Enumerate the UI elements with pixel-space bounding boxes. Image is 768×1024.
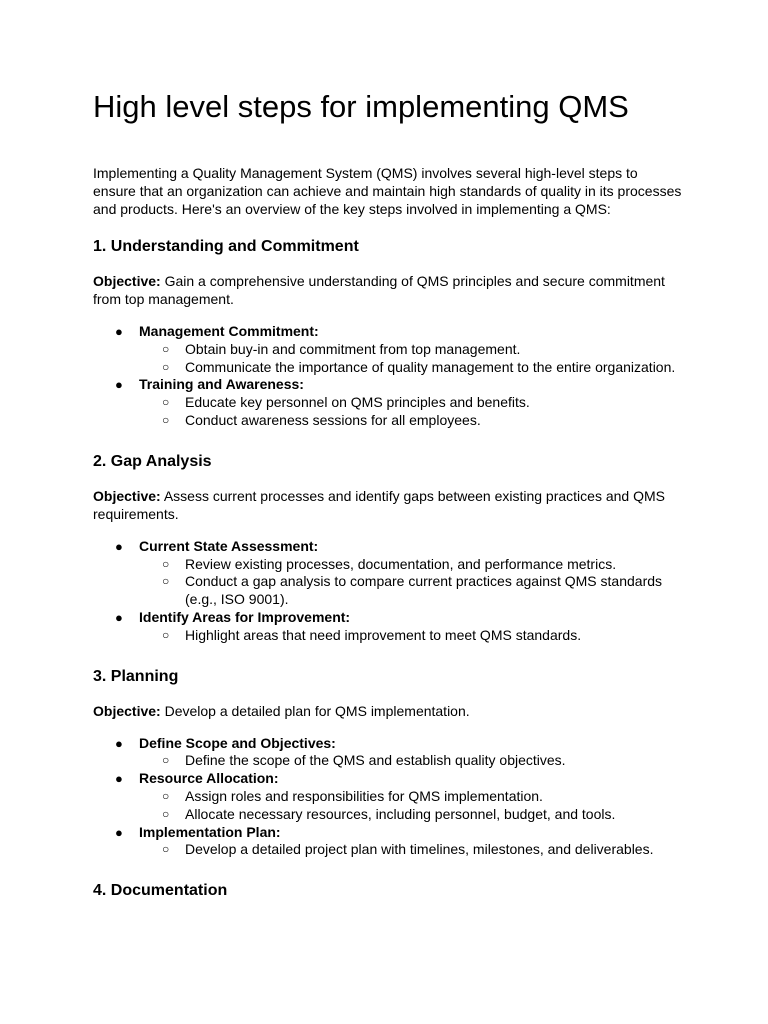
sub-list-item	[139, 806, 683, 824]
bullet-icon: ●	[115, 538, 123, 554]
list-item-label: Current State Assessment:	[139, 537, 319, 554]
sub-list-item	[139, 841, 683, 859]
section	[93, 881, 683, 901]
sub-list-item	[139, 341, 683, 359]
sub-list-item-text: Develop a detailed project plan with timelines, milestones, and deliverables.	[185, 841, 654, 858]
sub-bullet-list	[139, 752, 683, 770]
objective-text: Gain a comprehensive understanding of QMS principles and secure commitment from top management.	[93, 273, 665, 307]
document-content	[93, 88, 683, 901]
intro-paragraph: Implementing a Quality Management System (QMS) involves several high-level steps to ensure that an organization can achieve and maintain high standards of quality in its processes and products. Here's an overview of the key steps involved in implementing a QMS:	[93, 165, 682, 217]
bullet-icon: ●	[115, 609, 123, 625]
sub-list-item-text: Define the scope of the QMS and establish quality objectives.	[185, 752, 566, 769]
circle-bullet-icon: ○	[162, 359, 170, 374]
circle-bullet-icon: ○	[162, 574, 170, 589]
section-objective	[93, 487, 683, 523]
bullet-icon: ●	[115, 735, 123, 751]
circle-bullet-icon: ○	[162, 395, 170, 410]
bullet-icon: ●	[115, 824, 123, 840]
section	[93, 237, 683, 430]
list-item	[93, 376, 683, 429]
sub-list-item	[139, 394, 683, 412]
circle-bullet-icon: ○	[162, 806, 170, 821]
sub-bullet-list	[139, 788, 683, 824]
list-item	[93, 735, 683, 771]
sub-list-item	[139, 412, 683, 430]
list-item	[93, 770, 683, 823]
list-item-label: Identify Areas for Improvement:	[139, 608, 351, 625]
bullet-icon: ●	[115, 324, 123, 339]
sub-list-item-text: Allocate necessary resources, including personnel, budget, and tools.	[185, 805, 616, 822]
list-item-label: Training and Awareness:	[139, 376, 304, 393]
sub-list-item-text: Conduct a gap analysis to compare current practices against QMS standards (e.g., ISO 9001).	[185, 573, 663, 608]
circle-bullet-icon: ○	[162, 788, 170, 803]
sub-bullet-list	[139, 394, 683, 430]
sub-list-item-text: Communicate the importance of quality management to the entire organization.	[185, 358, 676, 375]
sub-list-item-text: Educate key personnel on QMS principles and benefits.	[185, 394, 530, 411]
bullet-list	[93, 538, 683, 645]
list-item-label: Resource Allocation:	[139, 770, 279, 787]
objective-label: Objective:	[93, 487, 161, 504]
sub-list-item	[139, 359, 683, 377]
objective-label: Objective:	[93, 273, 161, 289]
list-item	[93, 538, 683, 609]
sub-list-item-text: Conduct awareness sessions for all employees.	[185, 411, 481, 428]
sub-bullet-list	[139, 341, 683, 377]
circle-bullet-icon: ○	[162, 753, 170, 768]
sub-list-item-text: Review existing processes, documentation, and performance metrics.	[185, 555, 617, 572]
list-item	[93, 609, 683, 645]
list-item	[93, 824, 683, 860]
section-objective	[93, 702, 683, 720]
sub-list-item-text: Assign roles and responsibilities for QMS implementation.	[185, 787, 543, 804]
sub-bullet-list	[139, 556, 683, 609]
objective-label: Objective:	[93, 702, 161, 719]
bullet-icon: ●	[115, 771, 123, 787]
sub-list-item-text: Obtain buy-in and commitment from top management.	[185, 340, 521, 357]
page-title: High level steps for implementing QMS	[93, 89, 629, 124]
circle-bullet-icon: ○	[162, 842, 170, 857]
list-item	[93, 323, 683, 376]
sub-bullet-list	[139, 841, 683, 859]
section	[93, 667, 683, 860]
sub-list-item	[139, 573, 683, 609]
list-item-label: Management Commitment:	[139, 323, 319, 339]
bullet-icon: ●	[115, 377, 123, 393]
sub-list-item	[139, 556, 683, 574]
circle-bullet-icon: ○	[162, 556, 170, 571]
list-item-label: Define Scope and Objectives:	[139, 734, 336, 751]
sub-bullet-list	[139, 627, 683, 645]
sub-list-item	[139, 788, 683, 806]
section-heading: 4. Documentation	[93, 882, 228, 900]
circle-bullet-icon: ○	[162, 341, 170, 356]
section-heading: 3. Planning	[93, 667, 179, 685]
section-heading: 1. Understanding and Commitment	[93, 238, 359, 255]
section-heading: 2. Gap Analysis	[93, 452, 212, 470]
section	[93, 452, 683, 645]
bullet-list	[93, 323, 683, 430]
objective-text: Develop a detailed plan for QMS implementation.	[164, 702, 470, 719]
section-objective	[93, 272, 683, 308]
objective-text: Assess current processes and identify gaps between existing practices and QMS requirements.	[93, 487, 665, 522]
bullet-list	[93, 735, 683, 860]
circle-bullet-icon: ○	[162, 627, 170, 642]
sections-container	[93, 237, 683, 901]
list-item-label: Implementation Plan:	[139, 823, 281, 840]
sub-list-item	[139, 752, 683, 770]
circle-bullet-icon: ○	[162, 412, 170, 427]
sub-list-item	[139, 627, 683, 645]
sub-list-item-text: Highlight areas that need improvement to meet QMS standards.	[185, 626, 582, 643]
